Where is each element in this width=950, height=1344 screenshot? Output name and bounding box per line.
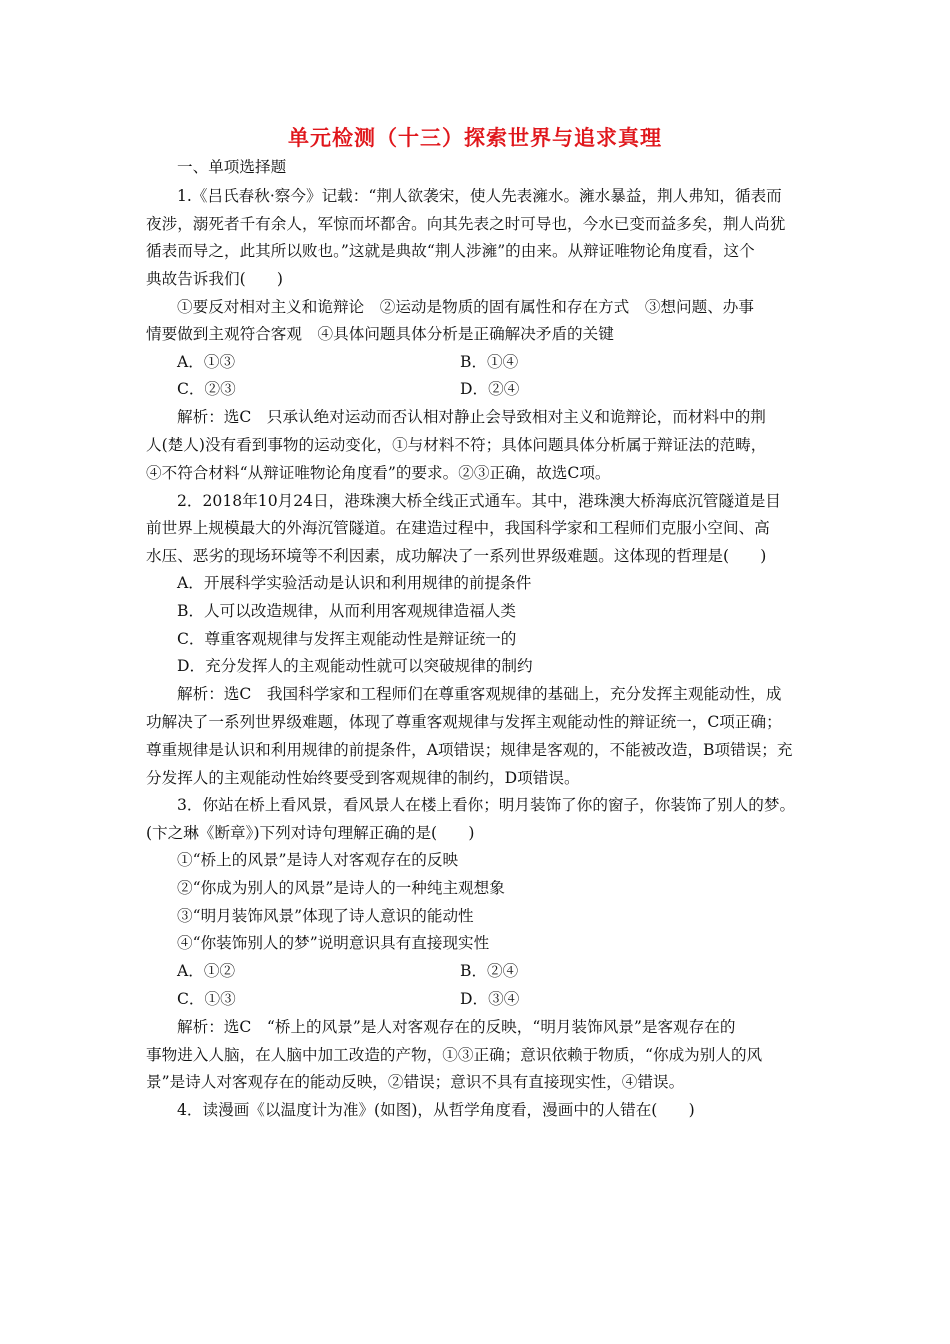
q3-analysis-line: 解析：选C “桥上的风景”是人对客观存在的反映，“明月装饰风景”是客观存在的 bbox=[177, 1018, 736, 1036]
q3-item-line: ②“你成为别人的风景”是诗人的一种纯主观想象 bbox=[177, 879, 505, 897]
q1-item-line: 情要做到主观符合客观 ④具体问题具体分析是正确解决矛盾的关键 bbox=[146, 325, 614, 343]
q1-stem-line: 夜涉，溺死者千有余人，军惊而坏都舍。向其先表之时可导也，今水已变而益多矣，荆人尚犹 bbox=[146, 215, 786, 233]
q2-stem-line: 前世界上规模最大的外海沉管隧道。在建造过程中，我国科学家和工程师们克服小空间、高 bbox=[146, 519, 770, 537]
q2-option-b: B．人可以改造规律，从而利用客观规律造福人类 bbox=[177, 602, 516, 620]
q1-stem-line: 典故告诉我们( ) bbox=[146, 270, 283, 288]
q3-option-c: C．①③ bbox=[177, 990, 236, 1008]
q1-option-c: C．②③ bbox=[177, 380, 236, 398]
document-title: 单元检测（十三）探索世界与追求真理 bbox=[288, 126, 662, 150]
q1-stem-line: 循表而导之，此其所以败也。”这就是典故“荆人涉澭”的由来。从辩证唯物论角度看，这个 bbox=[146, 242, 755, 260]
q2-option-c: C．尊重客观规律与发挥主观能动性是辩证统一的 bbox=[177, 630, 517, 648]
q3-analysis-line: 事物进入人脑，在人脑中加工改造的产物，①③正确；意识依赖于物质，“你成为别人的风 bbox=[146, 1046, 763, 1064]
q3-option-b: B．②④ bbox=[460, 962, 519, 980]
q3-stem-line: (卞之琳《断章》)下列对诗句理解正确的是( ) bbox=[146, 824, 475, 842]
q3-item-line: ④“你装饰别人的梦”说明意识具有直接现实性 bbox=[177, 934, 490, 952]
q3-item-line: ③“明月装饰风景”体现了诗人意识的能动性 bbox=[177, 907, 474, 925]
q1-item-line: ①要反对相对主义和诡辩论 ②运动是物质的固有属性和存在方式 ③想问题、办事 bbox=[177, 298, 754, 316]
q1-option-b: B．①④ bbox=[460, 353, 519, 371]
q1-analysis-line: 人(楚人)没有看到事物的运动变化，①与材料不符；具体问题具体分析属于辩证法的范畴， bbox=[146, 436, 767, 454]
q2-stem-line: 2．2018年10月24日，港珠澳大桥全线正式通车。其中，港珠澳大桥海底沉管隧道是目 bbox=[177, 492, 781, 510]
q2-analysis-line: 分发挥人的主观能动性始终要受到客观规律的制约，D项错误。 bbox=[146, 769, 580, 787]
q1-option-a: A．①③ bbox=[177, 353, 236, 371]
q2-stem-line: 水压、恶劣的现场环境等不利因素，成功解决了一系列世界级难题。这体现的哲理是( ) bbox=[146, 547, 767, 565]
q1-analysis-line: ④不符合材料“从辩证唯物论角度看”的要求。②③正确，故选C项。 bbox=[146, 464, 611, 482]
q2-analysis-line: 解析：选C 我国科学家和工程师们在尊重客观规律的基础上，充分发挥主观能动性，成 bbox=[177, 685, 782, 703]
q1-analysis-line: 解析：选C 只承认绝对运动而否认相对静止会导致相对主义和诡辩论，而材料中的荆 bbox=[177, 408, 766, 426]
q3-option-d: D．③④ bbox=[460, 990, 520, 1008]
q2-option-d: D．充分发挥人的主观能动性就可以突破规律的制约 bbox=[177, 657, 533, 675]
q3-item-line: ①“桥上的风景”是诗人对客观存在的反映 bbox=[177, 851, 459, 869]
section-heading: 一、单项选择题 bbox=[177, 158, 287, 176]
q2-option-a: A．开展科学实验活动是认识和利用规律的前提条件 bbox=[177, 574, 532, 592]
q3-stem-line: 3．你站在桥上看风景，看风景人在楼上看你；明月装饰了你的窗子，你装饰了别人的梦。 bbox=[177, 796, 796, 814]
q2-analysis-line: 尊重规律是认识和利用规律的前提条件，A项错误；规律是客观的，不能被改造，B项错误；充 bbox=[146, 741, 793, 759]
q4-stem-line: 4．读漫画《以温度计为准》(如图)，从哲学角度看，漫画中的人错在( ) bbox=[177, 1101, 695, 1119]
q3-option-a: A．①② bbox=[177, 962, 236, 980]
q2-analysis-line: 功解决了一系列世界级难题，体现了尊重客观规律与发挥主观能动性的辩证统一，C项正确； bbox=[146, 713, 782, 731]
q1-option-d: D．②④ bbox=[460, 380, 520, 398]
q1-stem-line: 1.《吕氏春秋·察今》记载：“荆人欲袭宋，使人先表澭水。澭水暴益，荆人弗知，循表而 bbox=[177, 187, 782, 205]
q3-analysis-line: 景”是诗人对客观存在的能动反映，②错误；意识不具有直接现实性，④错误。 bbox=[146, 1073, 685, 1091]
